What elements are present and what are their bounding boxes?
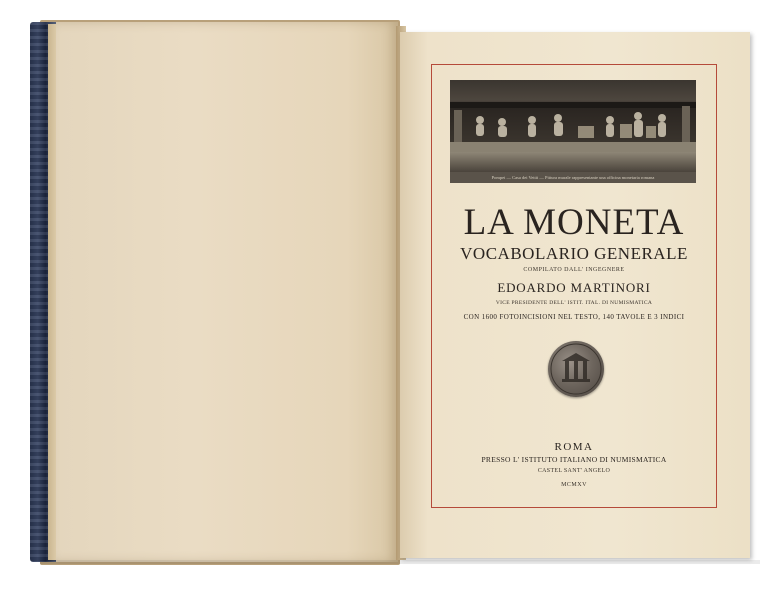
publisher-name: PRESSO L' ISTITUTO ITALIANO DI NUMISMATICA (481, 455, 667, 464)
book-title: LA MONETA (463, 202, 685, 243)
plate-caption: Pompei — Casa dei Vettii — Pittura murale rappresentante una officina monetaria romana (450, 172, 696, 183)
book-subtitle: VOCABOLARIO GENERALE (460, 244, 688, 263)
coin-vignette (548, 341, 604, 397)
coin-icon (548, 341, 604, 397)
author-name: EDOARDO MARTINORI (497, 280, 651, 295)
publication-city: ROMA (554, 441, 594, 453)
contents-line: CON 1600 FOTOINCISIONI NEL TESTO, 140 TAVOLE E 3 INDICI (463, 313, 685, 321)
frieze-illustration (450, 80, 696, 183)
compiled-by-line: COMPILATO DALL' INGEGNERE (523, 267, 625, 273)
publication-year: MCMXV (561, 482, 587, 488)
publisher-address: CASTEL SANT' ANGELO (537, 468, 611, 474)
frieze-image (450, 80, 696, 172)
frieze-figures (450, 80, 696, 172)
author-role: VICE PRESIDENTE DELL' ISTIT. ITAL. DI NUMISMATICA (495, 300, 653, 306)
book-shadow (40, 560, 760, 564)
left-page-blank (56, 22, 398, 562)
